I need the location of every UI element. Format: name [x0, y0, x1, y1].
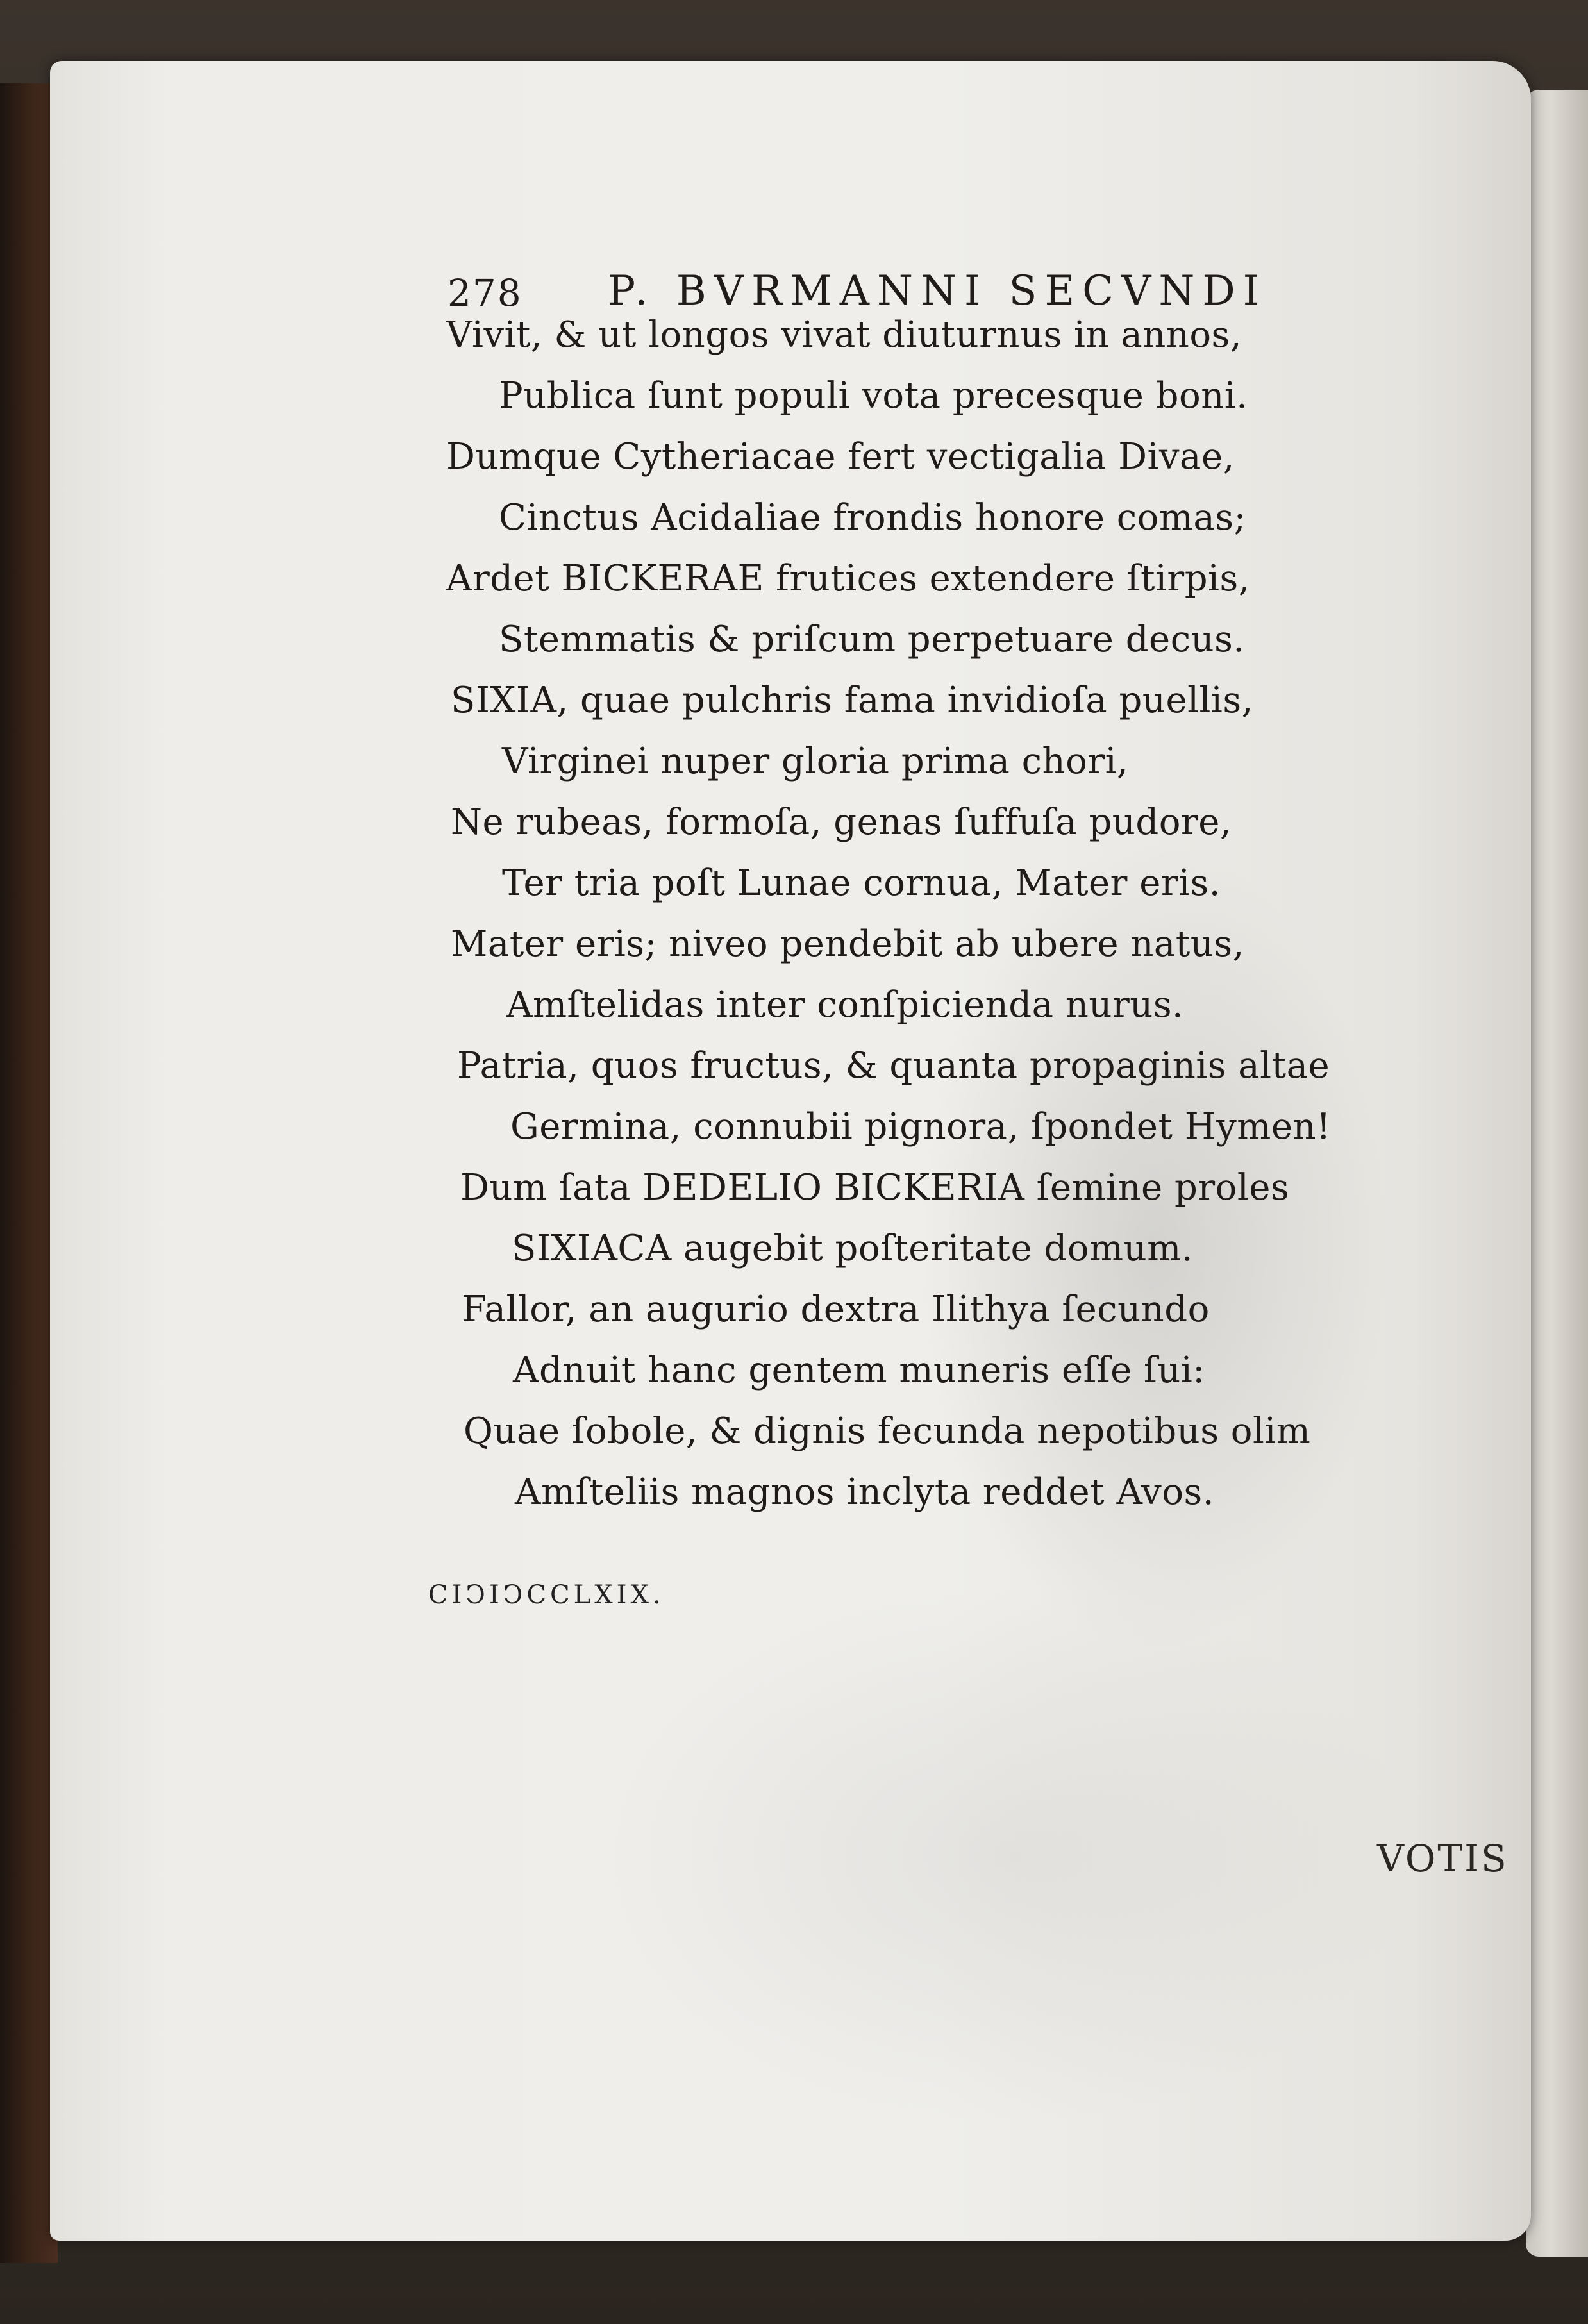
verse-line: Adnuit hanc gentem muneris eſſe ſui: — [513, 1350, 1205, 1391]
verse-line: Fallor, an augurio dextra Ilithya ſecundo — [462, 1289, 1210, 1330]
verse-line: Ter tria poſt Lunae cornua, Mater eris. — [502, 862, 1221, 904]
verse-line: Ardet BICKERAE frutices extendere ſtirpis, — [446, 558, 1250, 599]
book-page — [50, 61, 1531, 2241]
book-spine-edge — [0, 83, 58, 2263]
verse-line: Stemmatis & priſcum perpetuare decus. — [499, 619, 1245, 660]
verse-line: Patria, quos fructus, & quanta propaginis altae — [457, 1045, 1330, 1087]
poem-verse — [50, 61, 1531, 2241]
verse-line: Virginei nuper gloria prima chori, — [502, 740, 1129, 782]
verse-line: Mater eris; niveo pendebit ab ubere natus, — [451, 923, 1244, 965]
verse-line: SIXIACA augebit poſteritate domum. — [512, 1228, 1194, 1269]
verse-line: SIXIA, quae pulchris fama invidioſa puellis, — [451, 680, 1253, 721]
facing-page-edge — [1526, 90, 1588, 2257]
verse-line: Quae ſobole, & dignis fecunda nepotibus olim — [464, 1410, 1311, 1452]
date-roman-numeral: CIↃIↃCCLXIX. — [428, 1580, 665, 1610]
verse-line: Dumque Cytheriacae fert vectigalia Divae, — [446, 436, 1235, 478]
running-head-title: P. BVRMANNI SECVNDI — [608, 267, 1267, 315]
verse-line: Amſtelidas inter conſpicienda nurus. — [506, 984, 1184, 1026]
verse-line: Publica ſunt populi vota precesque boni. — [499, 375, 1248, 417]
verse-line: Cinctus Acidaliae frondis honore comas; — [499, 497, 1246, 539]
catchword: VOTIS — [1377, 1837, 1509, 1880]
verse-line: Germina, connubii pignora, ſpondet Hymen! — [510, 1106, 1332, 1148]
verse-line: Amſteliis magnos inclyta reddet Avos. — [515, 1471, 1215, 1513]
verse-line: Dum ſata DEDELIO BICKERIA ſemine proles — [460, 1167, 1290, 1208]
page-number: 278 — [447, 271, 522, 315]
verse-line: Ne rubeas, formoſa, genas ſuffuſa pudore, — [451, 801, 1232, 843]
verse-line: Vivit, & ut longos vivat diuturnus in annos, — [446, 314, 1242, 356]
